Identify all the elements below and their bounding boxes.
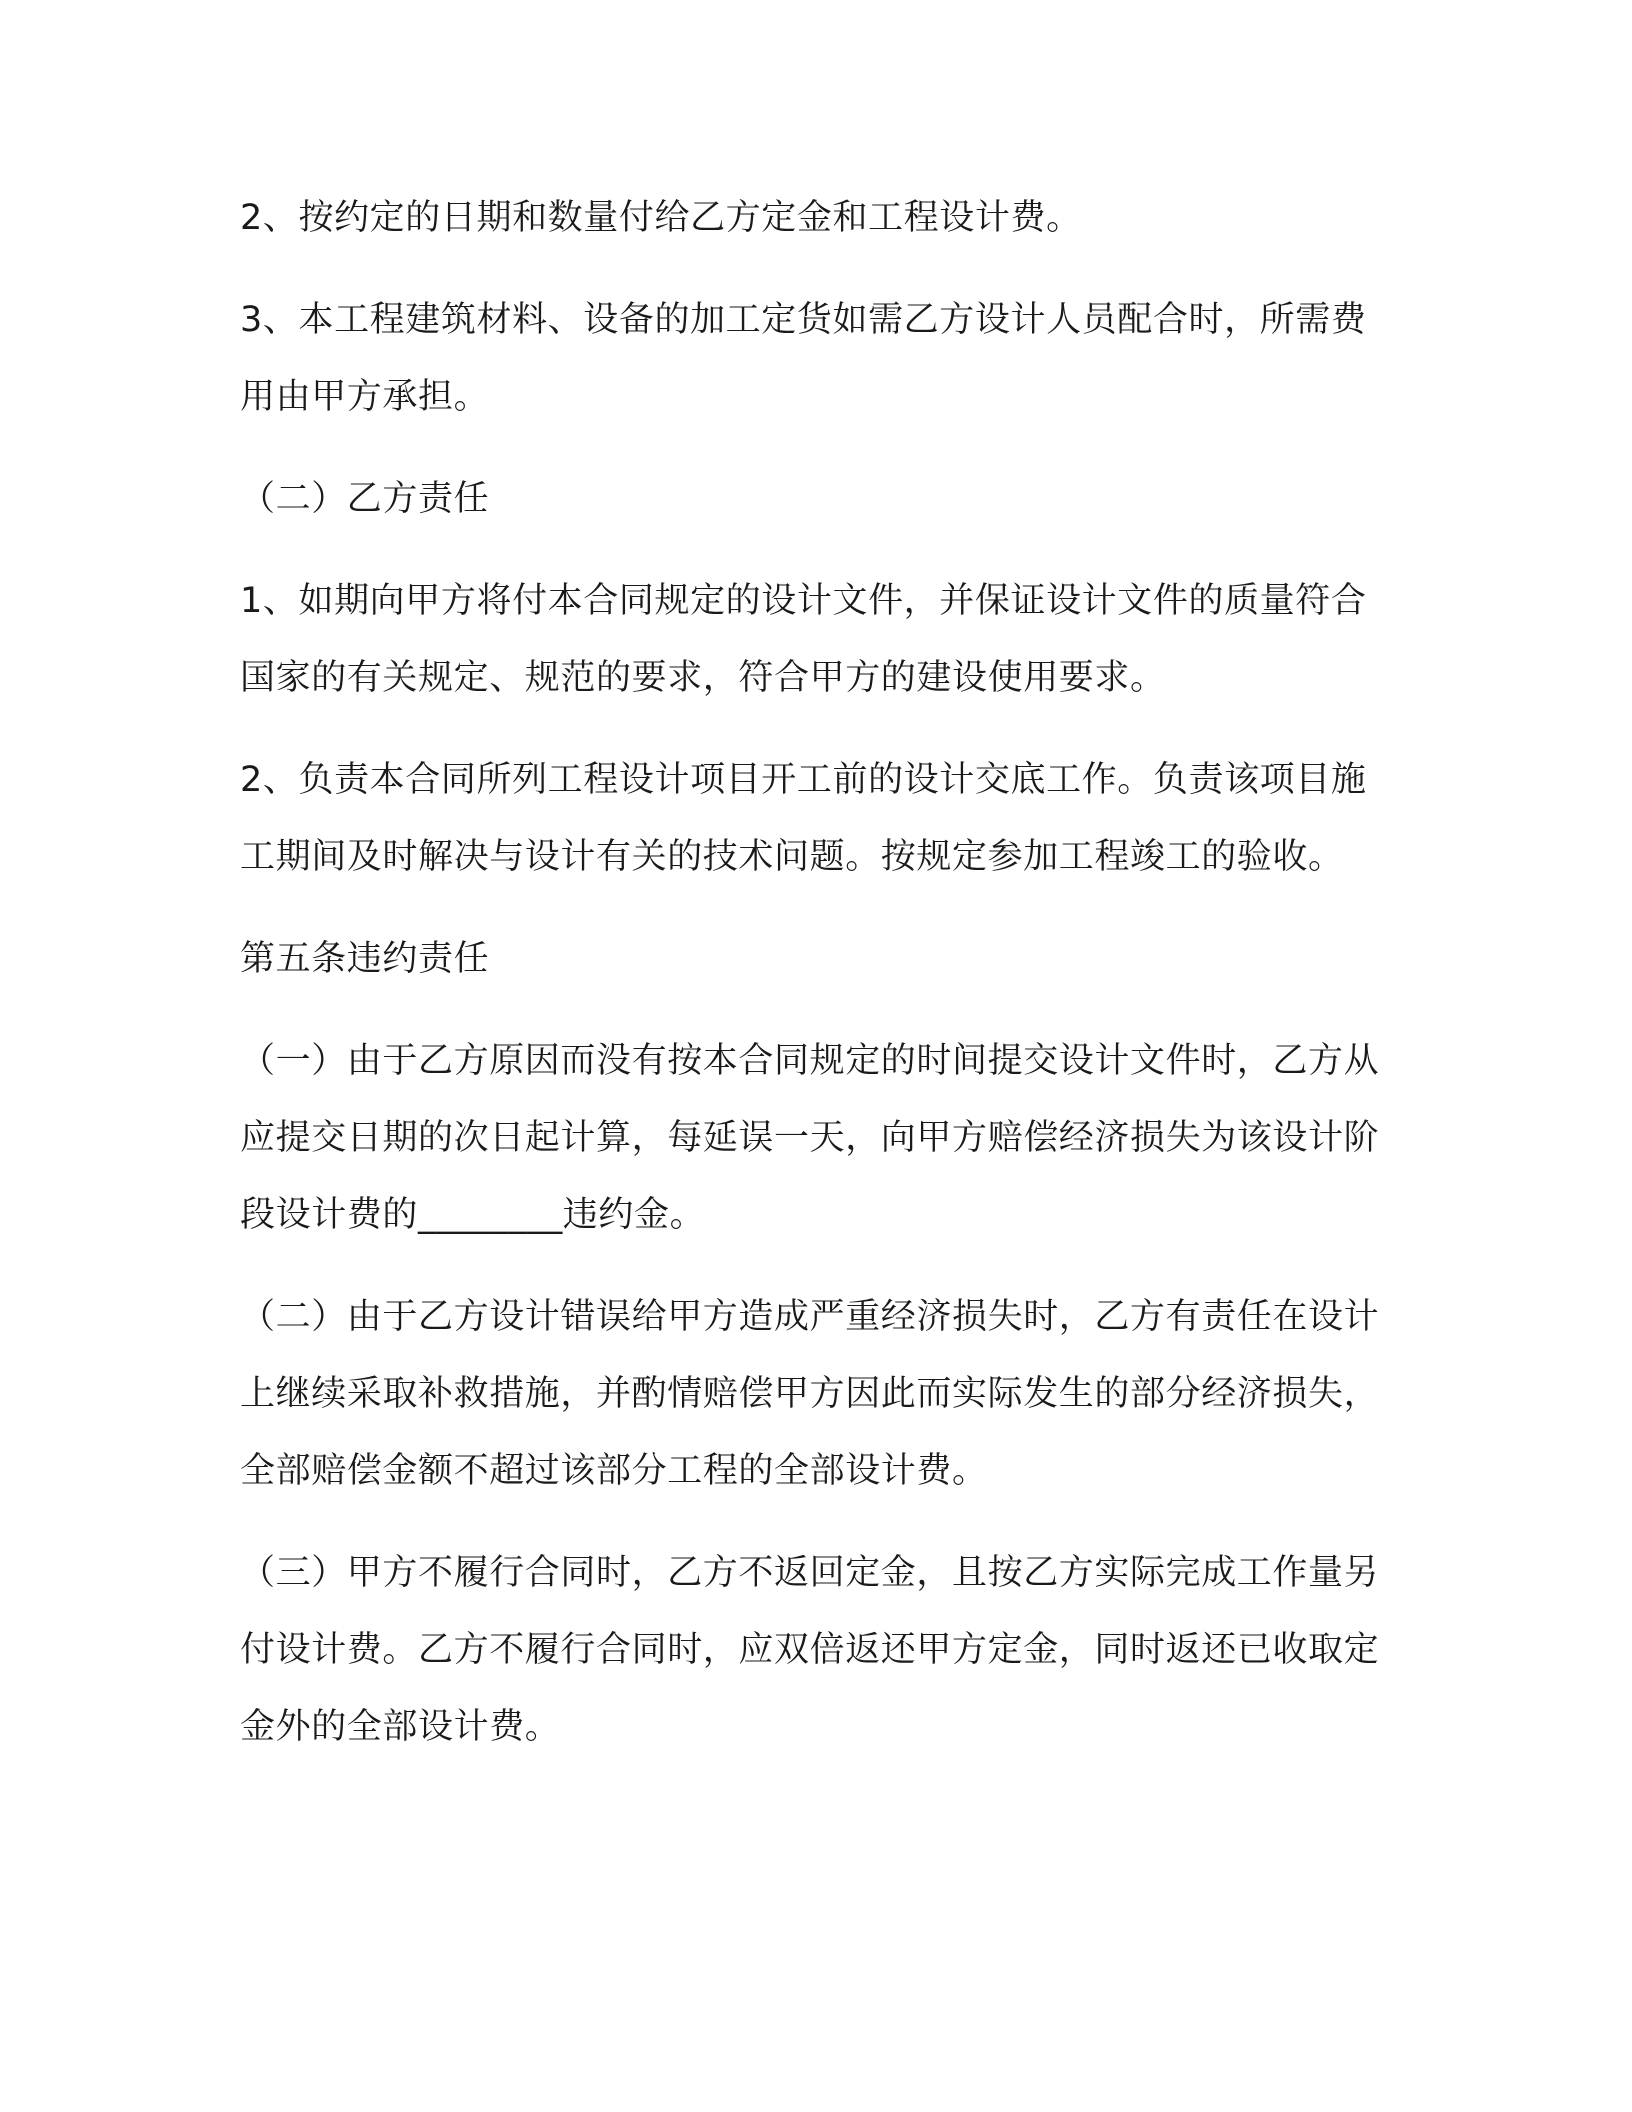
paragraph-party-b-briefing: 2、负责本合同所列工程设计项目开工前的设计交底工作。负责该项目施工期间及时解决与设计有关的技术问题。按规定参加工程竣工的验收。 bbox=[240, 760, 1367, 877]
paragraph-party-b-delivery: 1、如期向甲方将付本合同规定的设计文件，并保证设计文件的质量符合国家的有关规定、规范的要求，符合甲方的建设使用要求。 bbox=[240, 581, 1367, 698]
paragraph-liability-delay: （一）由于乙方原因而没有按本合同规定的时间提交设计文件时，乙方从应提交日期的次日起计算，每延误一天，向甲方赔偿经济损失为该设计阶段设计费的________违约金。 bbox=[240, 1041, 1380, 1235]
document-page bbox=[240, 180, 1390, 1766]
paragraph-liability-design-error: （二）由于乙方设计错误给甲方造成严重经济损失时，乙方有责任在设计上继续采取补救措施，并酌情赔偿甲方因此而实际发生的部分经济损失，全部赔偿金额不超过该部分工程的全部设计费。 bbox=[240, 1297, 1380, 1491]
article-heading-liability: 第五条违约责任 bbox=[240, 939, 490, 979]
paragraph-party-a-materials: 3、本工程建筑材料、设备的加工定货如需乙方设计人员配合时，所需费用由甲方承担。 bbox=[240, 300, 1367, 417]
paragraph-party-a-payment: 2、按约定的日期和数量付给乙方定金和工程设计费。 bbox=[240, 198, 1082, 238]
section-heading-party-b: （二）乙方责任 bbox=[240, 479, 490, 519]
paragraph-liability-breach: （三）甲方不履行合同时，乙方不返回定金，且按乙方实际完成工作量另付设计费。乙方不履行合同时，应双倍返还甲方定金，同时返还已收取定金外的全部设计费。 bbox=[240, 1553, 1380, 1747]
